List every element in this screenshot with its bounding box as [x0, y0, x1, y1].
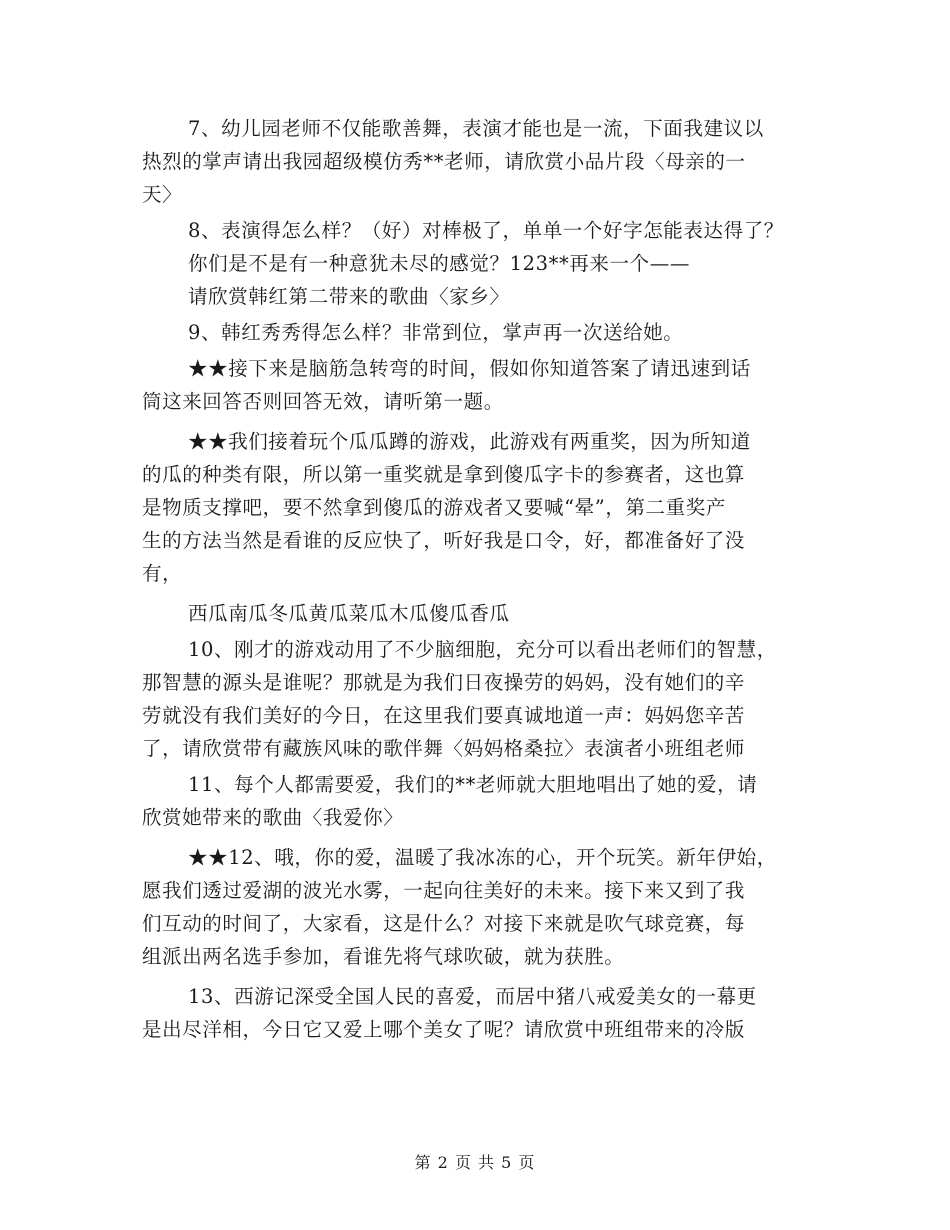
page-footer: 第 2 页 共 5 页: [414, 1153, 536, 1172]
text-line: 们互动的时间了，大家看，这是什么？对接下来就是吹气球竞赛，每: [142, 912, 746, 935]
text-line: 你们是不是有一种意犹未尽的感觉？123**再来一个——: [188, 252, 690, 275]
text-line: 欣赏她带来的歌曲〈我爱你〉: [142, 806, 404, 829]
text-line: ★★我们接着玩个瓜瓜蹲的游戏，此游戏有两重奖，因为所知道: [188, 430, 751, 453]
text-line: 8、表演得怎么样？（好）对棒极了，单单一个好字怎能表达得了？: [188, 219, 784, 242]
text-line: 的瓜的种类有限，所以第一重奖就是拿到傻瓜字卡的参赛者，这也算: [142, 463, 746, 486]
text-line: 了，请欣赏带有藏族风味的歌伴舞〈妈妈格桑拉〉表演者小班组老师: [142, 737, 746, 760]
text-line: 是出尽洋相，今日它又爱上哪个美女了呢？请欣赏中班组带来的冷版: [142, 1018, 746, 1041]
text-line: ★★接下来是脑筋急转弯的时间，假如你知道答案了请迅速到话: [188, 357, 751, 380]
text-line: 9、韩红秀秀得怎么样？非常到位，掌声再一次送给她。: [188, 321, 684, 344]
text-line: 请欣赏韩红第二带来的歌曲〈家乡〉: [188, 285, 510, 308]
text-line: 7、幼儿园老师不仅能歌善舞，表演才能也是一流，下面我建议以: [188, 117, 764, 140]
text-line: 10、刚才的游戏动用了不少脑细胞，充分可以看出老师们的智慧，: [188, 638, 777, 661]
text-line: 热烈的掌声请出我园超级模仿秀**老师，请欣赏小品片段〈母亲的一: [142, 150, 746, 173]
text-line: 是物质支撑吧，要不然拿到傻瓜的游戏者又要喊“晕”，第二重奖产: [142, 496, 726, 519]
text-line: 天〉: [142, 183, 183, 206]
text-line: 11、每个人都需要爱，我们的**老师就大胆地唱出了她的爱，请: [188, 773, 758, 796]
text-line: 有，: [142, 562, 183, 585]
text-line: 那智慧的源头是谁呢？那就是为我们日夜操劳的妈妈，没有她们的辛: [142, 671, 746, 694]
text-line: 13、西游记深受全国人民的喜爱，而居中猪八戒爱美女的一幕更: [188, 985, 757, 1008]
text-line: 生的方法当然是看谁的反应快了，听好我是口令，好，都准备好了没: [142, 529, 746, 552]
text-line: ★★12、哦，你的爱，温暖了我冰冻的心，开个玩笑。新年伊始，: [188, 846, 777, 869]
text-line: 劳就没有我们美好的今日，在这里我们要真诚地道一声：妈妈您辛苦: [142, 704, 746, 727]
text-line: 西瓜南瓜冬瓜黄瓜菜瓜木瓜傻瓜香瓜: [188, 602, 510, 625]
text-line: 组派出两名选手参加，看谁先将气球吹破，就为获胜。: [142, 945, 625, 968]
text-line: 愿我们透过爱湖的波光水雾，一起向往美好的未来。接下来又到了我: [142, 879, 746, 902]
text-line: 筒这来回答否则回答无效，请听第一题。: [142, 390, 504, 413]
document-body: [142, 112, 812, 1046]
